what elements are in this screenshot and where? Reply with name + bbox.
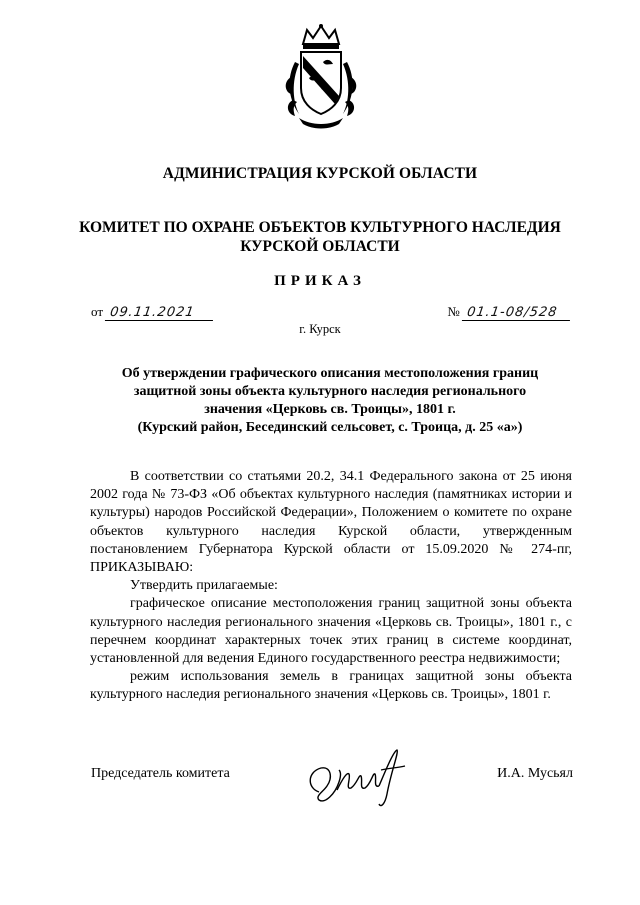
committee-name (0, 218, 640, 256)
subject-line2: защитной зоны объекта культурного наследия регионального (133, 384, 527, 399)
date-prefix: от (91, 304, 104, 319)
subject-line3: значения «Церковь св. Троицы», 1801 г. (204, 402, 456, 417)
order-subject (90, 365, 570, 437)
document-type: ПРИКАЗ (274, 273, 366, 289)
order-date (91, 304, 214, 321)
number-prefix: № (447, 304, 460, 319)
signatory-name: И.А. Мусьял (497, 766, 573, 781)
order-number (447, 304, 571, 321)
handwritten-number: 01.1-08/528 (462, 305, 572, 321)
coat-of-arms-icon (281, 22, 361, 132)
organization-name: АДМИНИСТРАЦИЯ КУРСКОЙ ОБЛАСТИ (162, 165, 478, 182)
body-paragraph-approve: Утвердить прилагаемые: (130, 578, 278, 594)
signature-block (91, 764, 573, 824)
committee-name-line2: КУРСКОЙ ОБЛАСТИ (240, 238, 400, 255)
handwritten-date: 09.11.2021 (105, 305, 215, 321)
signatory-role: Председатель комитета (91, 766, 230, 781)
committee-name-line1: КОМИТЕТ ПО ОХРАНЕ ОБЪЕКТОВ КУЛЬТУРНОГО НАСЛЕДИЯ (79, 219, 561, 236)
order-body (90, 468, 572, 705)
subject-line1: Об утверждении графического описания местоположения границ (121, 366, 539, 381)
subject-line4: (Курский район, Бесединский сельсовет, с. Троица, д. 25 «а») (137, 420, 523, 435)
body-paragraph-regime: режим использования земель в границах защитной зоны объекта культурного наследия регионального значения «Церковь св. Троицы», 1801 г. (90, 669, 572, 703)
handwritten-signature-icon (301, 742, 411, 812)
city: г. Курск (299, 322, 341, 336)
body-paragraph-description: графическое описание местоположения границ защитной зоны объекта культурного наследия регионального значения «Церковь св. Троицы», 1801 г., с перечнем координат характерных точек этих границ в системе координат, установленной для ведения Единого государственного реестра недвижимости; (90, 596, 572, 667)
body-paragraph-basis: В соответствии со статьями 20.2, 34.1 Федерального закона от 25 июня 2002 года № 73-ФЗ «Об объектах культурного наследия (памятниках истории и культуры) народов Российской Федерации», Положением о комитете по охране объектов культурного наследия Курской области, утвержденным постановлением Губернатора Курской области от 15.09.2020 № 274-пг, ПРИКАЗЫВАЮ: (90, 469, 572, 576)
